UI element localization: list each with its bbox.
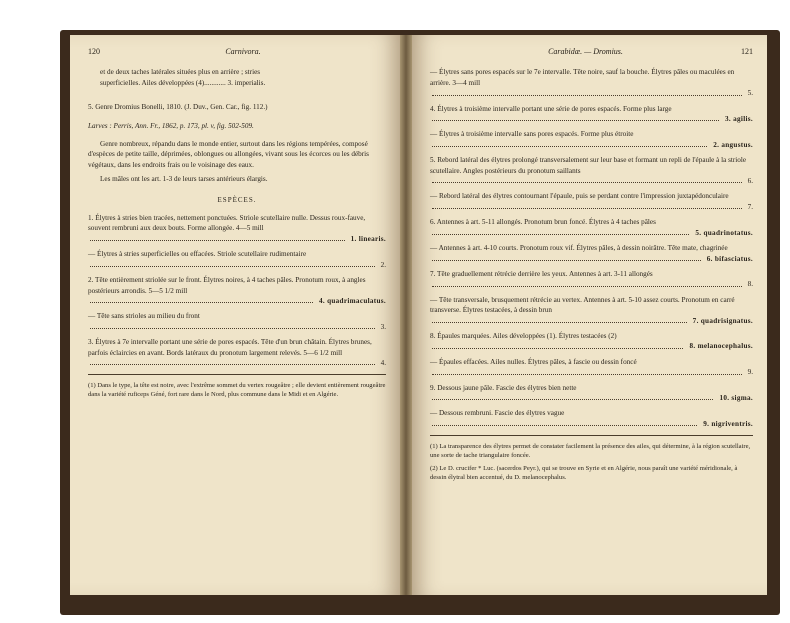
key-entry xyxy=(430,67,753,98)
key-entry-text: 1. Élytres à stries bien tracées, nettement ponctuées. Striole scutellaire nulle. Dessus roux-fauve, souvent rembruni aux deux bouts. Forme allongée. 4—5 mill xyxy=(88,214,366,233)
larvae-reference: Larves : Perris, Ann. Fr., 1862, p. 173, pl. v, fig. 502-509. xyxy=(88,121,254,130)
key-entry-text: — Élytres à troisième intervalle sans pores espacés. Forme plus étroite xyxy=(430,130,634,139)
key-entry-result: 7. xyxy=(747,202,753,211)
key-entry-text: 4. Élytres à troisième intervalle portant une série de pores espacés. Forme plus large xyxy=(430,104,672,113)
key-entry-text: — Élytres sans pores espacés sur le 7e intervalle. Tête noire, sauf la bouche. Élytres pâles ou maculées en arrière. 3—4 mill xyxy=(430,68,735,87)
key-entry-result: 8. melanocephalus. xyxy=(689,342,753,351)
key-entry xyxy=(430,295,753,326)
species-heading: ESPÈCES. xyxy=(217,195,257,204)
key-entry xyxy=(430,357,753,378)
right-page xyxy=(412,35,767,595)
key-entry-result: 5. xyxy=(747,89,753,98)
key-entry xyxy=(88,275,386,306)
key-entry-result: 1. linearis. xyxy=(350,234,386,243)
right-running-title: Carabidæ. — Dromius. xyxy=(548,47,623,56)
key-entry xyxy=(430,383,753,404)
key-entry xyxy=(430,269,753,290)
key-entry-result: 5. quadrinotatus. xyxy=(695,228,753,237)
key-entry xyxy=(430,104,753,125)
right-running-header xyxy=(430,47,753,57)
key-entry-text: — Dessous rembruni. Fascie des élytres vague xyxy=(430,409,565,418)
key-entry xyxy=(430,217,753,238)
footnote-rule xyxy=(430,435,753,436)
key-entry-text: 8. Épaules marquées. Ailes développées (1). Élytres testacées (2) xyxy=(430,331,617,340)
key-entry xyxy=(430,129,753,150)
key-entry xyxy=(430,155,753,186)
key-entry xyxy=(88,213,386,244)
left-page-number: 120 xyxy=(88,47,100,56)
right-page-number: 121 xyxy=(740,47,753,56)
key-entry xyxy=(88,337,386,368)
key-entry-text: — Tête transversale, brusquement rétrécie au vertex. Antennes à art. 5-10 assez courts. Pronotum en carré transverse. Élytres testacées, à dessin brun xyxy=(430,295,735,315)
left-page xyxy=(70,35,400,595)
left-page-content xyxy=(88,47,386,399)
key-entry-text: 7. Tête graduellement rétrécie derrière les yeux. Antennes à art. 3-11 allongés xyxy=(430,269,653,278)
left-running-title: Carnivora. xyxy=(225,47,261,56)
key-entry-result: 3. agilis. xyxy=(725,115,753,124)
key-entry-text: — Antennes à art. 4-10 courts. Pronotum roux vif. Élytres pâles, à dessin noirâtre. Tête mate, chagrinée xyxy=(430,244,728,253)
key-entry-result: 4. xyxy=(380,358,386,367)
key-entry xyxy=(430,408,753,429)
left-top-line-2: superficielles. Ailes développées (4)............ 3. imperialis. xyxy=(100,78,266,87)
key-entry-text: — Élytres à stries superficielles ou effacées. Striole scutellaire rudimentaire xyxy=(88,250,307,259)
key-entry-result: 10. sigma. xyxy=(719,393,753,402)
key-entry-result: 9. nigriventris. xyxy=(703,419,753,428)
left-running-header xyxy=(88,47,386,57)
footnote: (1) La transparence des élytres permet de constater facilement la présence des ailes, qui détermine, à la région scutellaire, une sorte de tache triangulaire foncée. xyxy=(430,443,751,460)
key-entry-text: 9. Dessous jaune pâle. Fascie des élytres bien nette xyxy=(430,383,577,392)
key-entry-result: 4. quadrimaculatus. xyxy=(318,296,386,305)
key-entry-result: 9. xyxy=(747,368,753,377)
key-entry-text: — Épaules effacées. Ailes nulles. Élytres pâles, à fascie ou dessin foncé xyxy=(430,357,637,366)
key-entry-text: 5. Rebord latéral des élytres prolongé transversalement sur leur base et formant un repli de l'épaule à la striole scutellaire. Angles postérieurs du pronotum saillants xyxy=(430,156,747,175)
key-entry-result: 8. xyxy=(747,280,753,289)
key-entry-result: 3. xyxy=(380,322,386,331)
key-entry xyxy=(88,249,386,270)
genus-description: Genre nombreux, répandu dans le monde entier, surtout dans les régions tempérées, composé d'espèces de petite taille, déprimées, oblongues ou allongées, vivant sous les écorces ou les débris végétaux, dans les endroits frais ou le voisinage des eaux. xyxy=(88,140,369,169)
left-top-line-1: et de deux taches latérales situées plus en arrière ; stries xyxy=(100,68,261,77)
key-entry-result: 2. angustus. xyxy=(713,140,753,149)
key-entry-text: — Rebord latéral des élytres contournant l'épaule, puis se perdant contre l'impression juxtapédonculaire xyxy=(430,192,729,201)
key-entry-text: 2. Tête entièrement striolée sur le front. Élytres noires, à 4 taches pâles. Pronotum roux, à angles postérieurs arrondis. 5—5 1/2 mill xyxy=(88,276,366,295)
footnote: (1) Dans le type, la tête est noire, avec l'extrême sommet du vertex rougeâtre ; elle devient entièrement rougeâtre dans la variété ruficeps Géné, fort rare dans le Nord, plus commune dans le Midi et en Algérie. xyxy=(88,382,386,399)
key-entry-result: 6. bifasciatus. xyxy=(706,254,753,263)
footnote: (2) Le D. crucifer * Luc. (sacerdos Peyr.), qui se trouve en Syrie et en Algérie, nous paraît une variété méridionale, à dessin élytral bien accentué, du D. melanocephalus. xyxy=(430,465,738,482)
footnote-rule xyxy=(88,374,386,375)
key-entry-text: — Tête sans strioles au milieu du front xyxy=(88,312,200,321)
males-note: Les mâles ont les art. 1-3 de leurs tarses antérieurs élargis. xyxy=(100,175,268,184)
genus-heading: 5. Genre Dromius Bonelli, 1810. (J. Duv., Gen. Car., fig. 112.) xyxy=(88,103,268,112)
key-entry xyxy=(430,331,753,352)
key-entry xyxy=(88,311,386,332)
key-entry-text: 6. Antennes à art. 5-11 allongés. Pronotum brun foncé. Élytres à 4 taches pâles xyxy=(430,218,656,227)
key-entry xyxy=(430,243,753,264)
key-entry-text: 3. Élytres à 7e intervalle portant une série de pores espacés. Tête d'un brun châtain. Élytres brunes, parfois éclaircies en avant. Bords latéraux du pronotum largement relevés. 5—6 1/2 mill xyxy=(88,338,372,357)
right-page-content xyxy=(430,47,753,482)
key-entry xyxy=(430,191,753,212)
key-entry-result: 7. quadrisignatus. xyxy=(692,316,753,325)
key-entry-result: 2. xyxy=(380,260,386,269)
key-entry-result: 6. xyxy=(747,177,753,186)
